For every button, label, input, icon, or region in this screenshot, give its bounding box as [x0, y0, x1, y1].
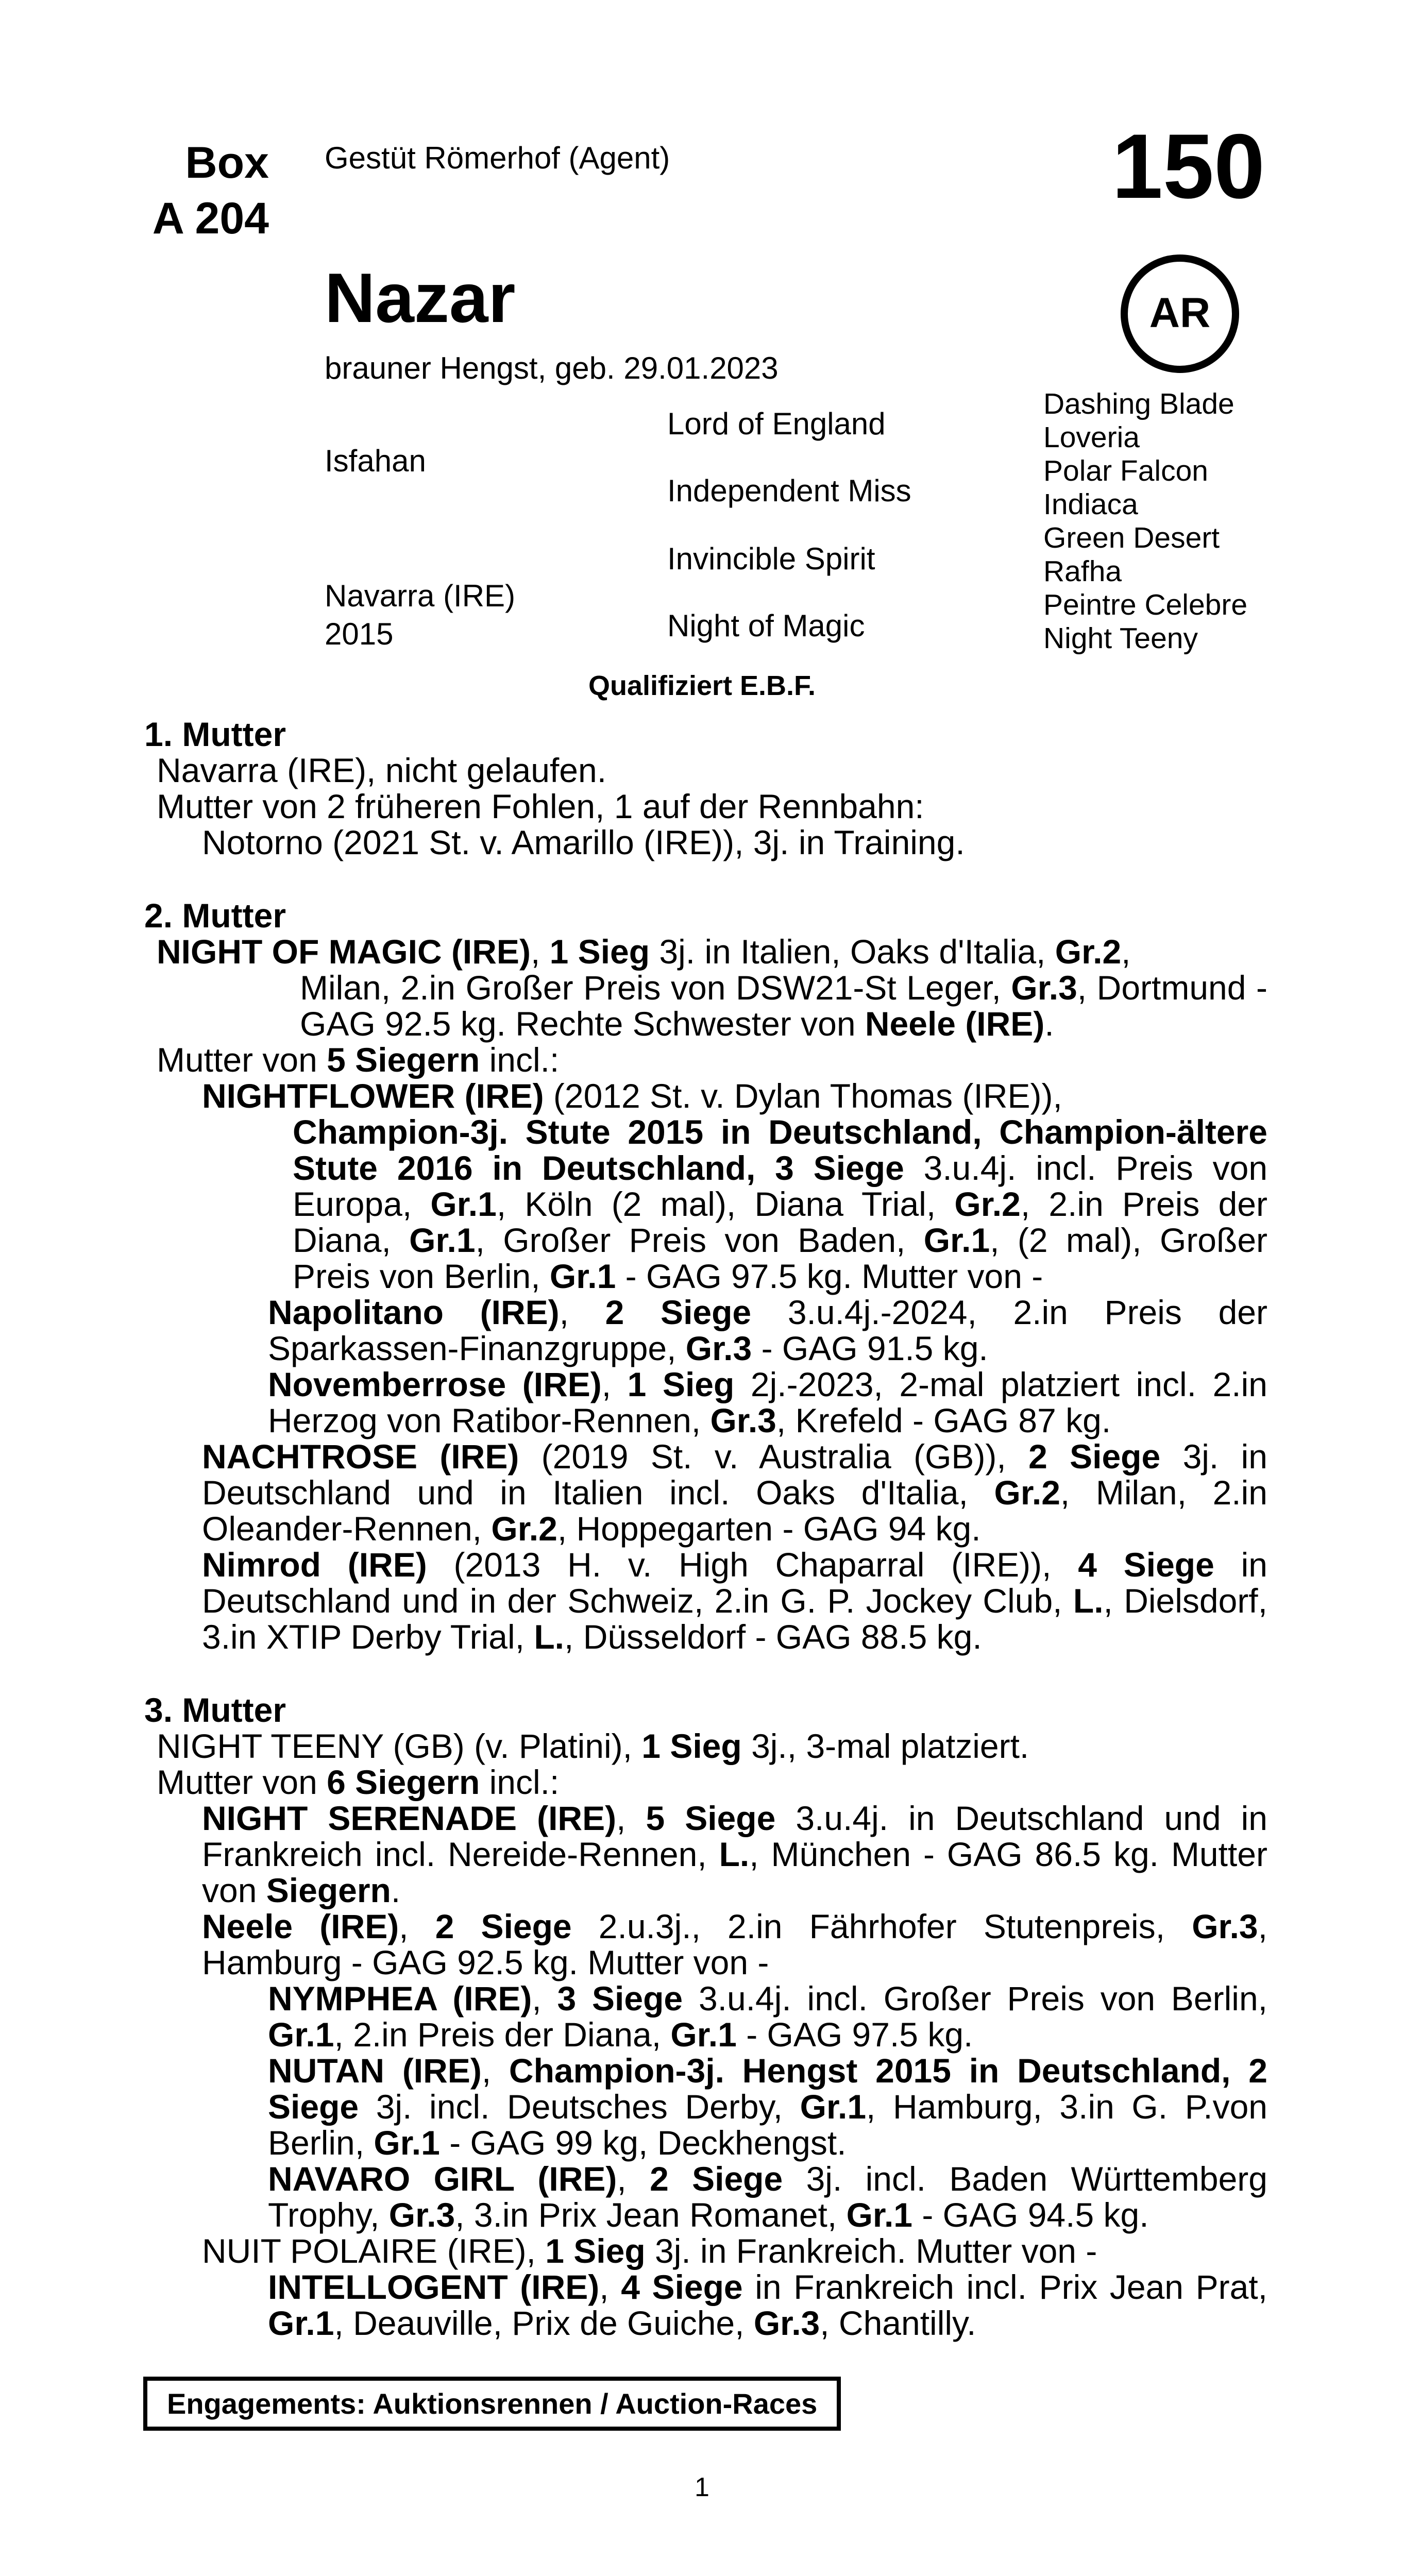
pedigree-dam-year: 2015 [325, 617, 394, 651]
progeny-napolitano: Napolitano (IRE), 2 Siege 3.u.4j.-2024, 2.in Preis der Sparkassen-Finanzgruppe, Gr.3 - GAG 91.5 kg. [268, 1293, 1267, 1367]
progeny-nightflower: NIGHTFLOWER (IRE) (2012 St. v. Dylan Thomas (IRE)), [202, 1077, 1062, 1115]
progeny-nymphea: NYMPHEA (IRE), 3 Siege 3.u.4j. incl. Großer Preis von Berlin, Gr.1, 2.in Preis der Diana, Gr.1 - GAG 97.5 kg. [268, 1979, 1267, 2054]
first-dam-line: Mutter von 2 früheren Fohlen, 1 auf der Rennbahn: [157, 787, 924, 825]
lot-number: 150 [1112, 115, 1265, 217]
third-dam-mother-of: Mutter von 6 Siegern incl.: [157, 1763, 560, 1801]
progeny-neele: Neele (IRE), 2 Siege 2.u.3j., 2.in Fährhofer Stutenpreis, Gr.3, Hamburg - GAG 92.5 kg. Mutter von - [202, 1907, 1267, 1981]
first-dam-line: Notorno (2021 St. v. Amarillo (IRE)), 3j. in Training. [202, 823, 965, 861]
engagements-box: Engagements: Auktionsrennen / Auction-Races [143, 2377, 841, 2431]
progeny-intellogent: INTELLOGENT (IRE), 4 Siege in Frankreich incl. Prix Jean Prat, Gr.1, Deauville, Prix de Guiche, Gr.3, Chantilly. [268, 2268, 1268, 2342]
second-dam-heading: 2. Mutter [144, 896, 286, 935]
pedigree-ggp: Night Teeny [1043, 622, 1198, 655]
progeny-nuit-polaire: NUIT POLAIRE (IRE), 1 Sieg 3j. in Frankreich. Mutter von - [202, 2232, 1097, 2270]
pedigree-ggp: Indiaca [1043, 488, 1138, 521]
qualification: Qualifiziert E.B.F. [588, 670, 816, 701]
progeny-nutan: NUTAN (IRE), Champion-3j. Hengst 2015 in Deutschland, 2 Siege 3j. incl. Deutsches Derby, Gr.1, Hamburg, 3.in G. P.von Berlin, Gr.1 - GAG 99 kg, Deckhengst. [268, 2052, 1267, 2162]
pedigree-dam: Navarra (IRE) [325, 579, 516, 613]
second-dam-entry: NIGHT OF MAGIC (IRE), 1 Sieg 3j. in Italien, Oaks d'Italia, Gr.2, [157, 933, 1131, 971]
pedigree-gp: Independent Miss [667, 473, 911, 508]
box-number: A 204 [152, 194, 269, 243]
first-dam-heading: 1. Mutter [144, 715, 286, 753]
pedigree-ggp: Rafha [1043, 555, 1122, 588]
third-dam-entry: NIGHT TEENY (GB) (v. Platini), 1 Sieg 3j., 3-mal platziert. [157, 1727, 1029, 1765]
progeny-nightflower-cont: Champion-3j. Stute 2015 in Deutschland, Champion-ältere Stute 2016 in Deutschland, 3 Siege 3.u.4j. incl. Preis von Europa, Gr.1, Köln (2 mal), Diana Trial, Gr.2, 2.in Preis der Diana, Gr.1, Großer Preis von Baden, Gr.1, (2 mal), Großer Preis von Berlin, Gr.1 - GAG 97.5 kg. Mutter von - [293, 1113, 1268, 1295]
pedigree-ggp: Dashing Blade [1043, 387, 1234, 420]
progeny-nachtrose: NACHTROSE (IRE) (2019 St. v. Australia (GB)), 2 Siege 3j. in Deutschland und in Italien incl. Oaks d'Italia, Gr.2, Milan, 2.in Oleander-Rennen, Gr.2, Hoppegarten - GAG 94 kg. [202, 1437, 1268, 1548]
progeny-navaro-girl: NAVARO GIRL (IRE), 2 Siege 3j. incl. Baden Württemberg Trophy, Gr.3, 3.in Prix Jean Romanet, Gr.1 - GAG 94.5 kg. [268, 2160, 1267, 2234]
progeny-night-serenade: NIGHT SERENADE (IRE), 5 Siege 3.u.4j. in Deutschland und in Frankreich incl. Nereide-Rennen, L., München - GAG 86.5 kg. Mutter von Siegern. [202, 1799, 1267, 1909]
horse-description: brauner Hengst, geb. 29.01.2023 [325, 351, 779, 385]
box-label: Box [185, 138, 269, 188]
pedigree-gp: Invincible Spirit [667, 541, 875, 576]
pedigree-ggp: Peintre Celebre [1043, 588, 1248, 621]
catalogue-text [144, 716, 1267, 2341]
second-dam-mother-of: Mutter von 5 Siegern incl.: [157, 1041, 560, 1079]
pedigree-ggp: Loveria [1043, 421, 1140, 454]
first-dam-line: Navarra (IRE), nicht gelaufen. [157, 751, 607, 789]
third-dam-heading: 3. Mutter [144, 1691, 286, 1729]
pedigree-ggp: Polar Falcon [1043, 454, 1208, 487]
pedigree-ggp: Green Desert [1043, 521, 1220, 554]
pedigree-great-grandparents [1043, 387, 1247, 655]
pedigree-gp: Night of Magic [667, 608, 865, 643]
second-dam-entry-cont: Milan, 2.in Großer Preis von DSW21-St Leger, Gr.3, Dortmund - GAG 92.5 kg. Rechte Schwester von Neele (IRE). [300, 969, 1267, 1043]
progeny-novemberrose: Novemberrose (IRE), 1 Sieg 2j.-2023, 2-mal platziert incl. 2.in Herzog von Ratibor-Rennen, Gr.3, Krefeld - GAG 87 kg. [268, 1365, 1267, 1439]
pedigree-sire: Isfahan [325, 444, 426, 478]
ar-badge: AR [1121, 255, 1239, 373]
progeny-nimrod: Nimrod (IRE) (2013 H. v. High Chaparral (IRE)), 4 Siege in Deutschland und in der Schweiz, 2.in G. P. Jockey Club, L., Dielsdorf, 3.in XTIP Derby Trial, L., Düsseldorf - GAG 88.5 kg. [202, 1546, 1267, 1656]
pedigree-gp: Lord of England [667, 406, 886, 441]
horse-name: Nazar [325, 259, 516, 337]
consignor: Gestüt Römerhof (Agent) [325, 141, 670, 175]
page-number: 1 [695, 2472, 709, 2502]
